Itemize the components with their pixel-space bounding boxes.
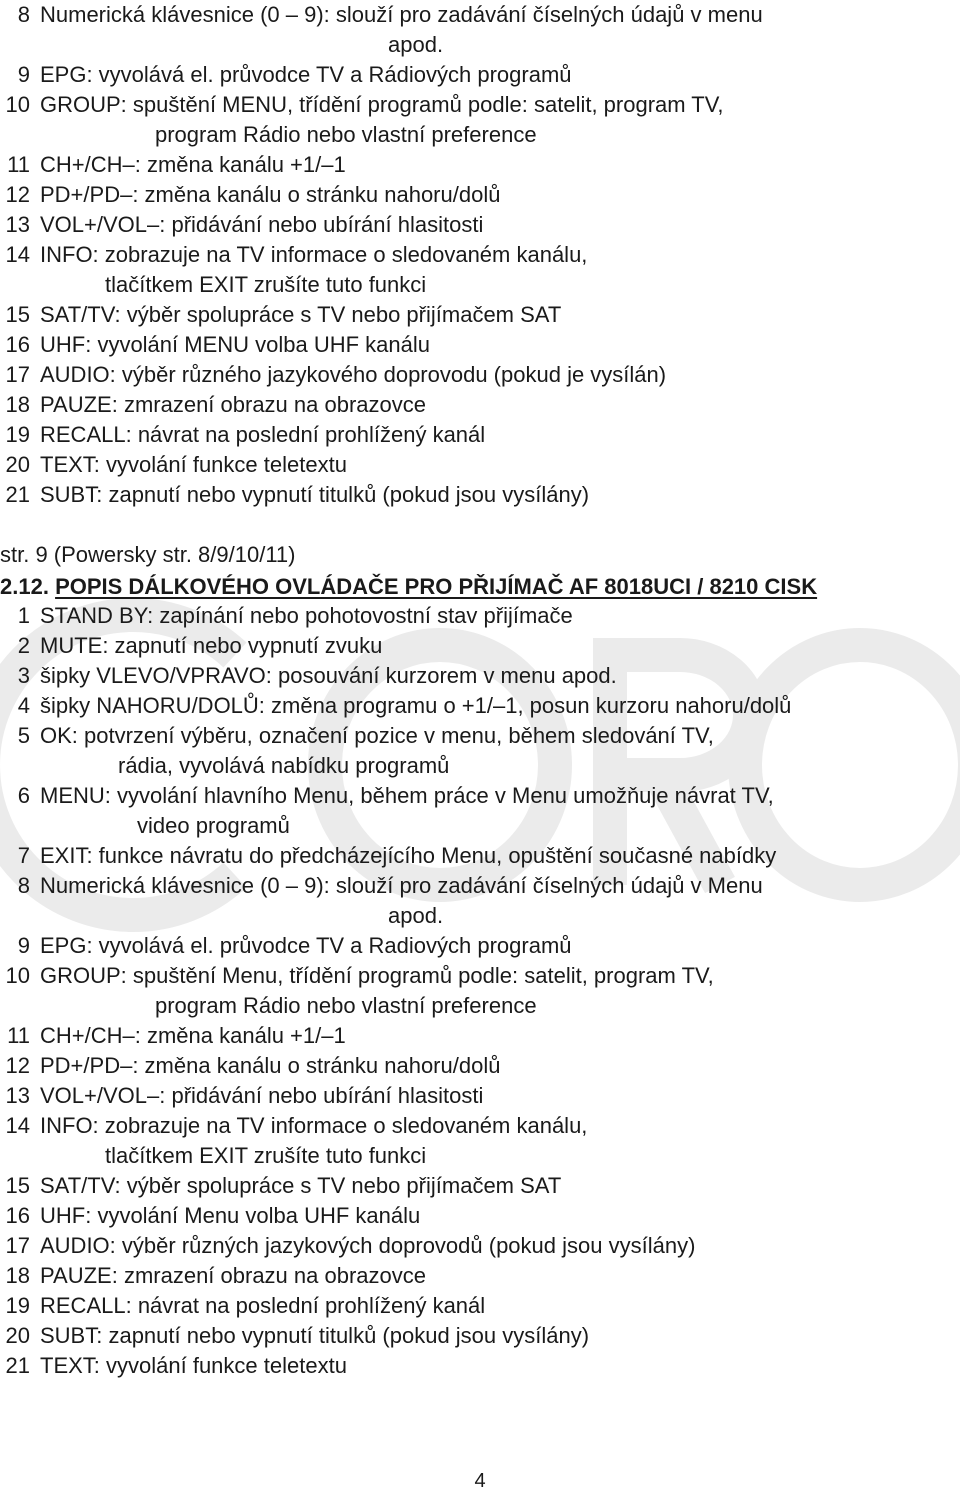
page-reference: str. 9 (Powersky str. 8/9/10/11) [0,542,296,567]
item-text: šipky NAHORU/DOLŮ: změna programu o +1/–1, posun kurzoru nahoru/dolů [40,693,792,718]
list-item [0,841,960,871]
item-number: 6 [17,783,30,808]
list-item [0,1261,960,1291]
item-number: 1 [17,603,30,628]
item-text: INFO: zobrazuje na TV informace o sledovaném kanálu, [40,242,588,267]
item-number: 9 [17,62,30,87]
item-text: šipky VLEVO/VPRAVO: posouvání kurzorem v menu apod. [40,663,617,688]
item-text: TEXT: vyvolání funkce teletextu [40,452,347,477]
item-number: 8 [17,2,30,27]
item-number: 16 [5,332,30,357]
item-text: RECALL: návrat na poslední prohlížený kanál [40,422,486,447]
item-continuation: tlačítkem EXIT zrušíte tuto funkci [105,272,427,297]
list-item [0,871,960,901]
item-number: 20 [5,1323,30,1348]
item-text: CH+/CH–: změna kanálu +1/–1 [40,152,346,177]
list-item [0,210,960,240]
item-text: OK: potvrzení výběru, označení pozice v menu, během sledování TV, [40,723,714,748]
item-number: 13 [5,212,30,237]
list-item [0,420,960,450]
item-text: SUBT: zapnutí nebo vypnutí titulků (pokud jsou vysílány) [40,1323,590,1348]
item-number: 20 [5,452,30,477]
list-item [0,1111,960,1141]
item-continuation: apod. [388,903,444,928]
item-text: RECALL: návrat na poslední prohlížený kanál [40,1293,486,1318]
item-text: Numerická klávesnice (0 – 9): slouží pro zadávání číselných údajů v Menu [40,873,763,898]
item-text: Numerická klávesnice (0 – 9): slouží pro zadávání číselných údajů v menu [40,2,763,27]
list-item [0,631,960,661]
item-number: 3 [17,663,30,688]
item-text: MENU: vyvolání hlavního Menu, během práce v Menu umožňuje návrat TV, [40,783,774,808]
item-number: 2 [17,633,30,658]
item-number: 11 [7,152,30,177]
item-number: 4 [17,693,30,718]
item-number: 16 [5,1203,30,1228]
item-number: 5 [17,723,30,748]
list-item [0,450,960,480]
item-number: 7 [17,843,30,868]
section-number: 2.12. [0,574,49,599]
section-title: POPIS DÁLKOVÉHO OVLÁDAČE PRO PŘIJÍMAČ AF 8018UCI / 8210 CISK [55,574,818,599]
item-number: 13 [5,1083,30,1108]
item-number: 17 [5,1233,30,1258]
page-number: 4 [474,1470,486,1492]
item-continuation: program Rádio nebo vlastní preference [155,993,537,1018]
item-number: 21 [5,1353,30,1378]
item-number: 10 [5,963,30,988]
list-item [0,721,960,751]
item-text: PAUZE: zmrazení obrazu na obrazovce [40,1263,426,1288]
list-item [0,661,960,691]
item-text: UHF: vyvolání Menu volba UHF kanálu [40,1203,421,1228]
item-number: 18 [5,392,30,417]
item-text: TEXT: vyvolání funkce teletextu [40,1353,347,1378]
list-item [0,1351,960,1381]
item-text: GROUP: spuštění MENU, třídění programů podle: satelit, program TV, [40,92,724,117]
list-item [0,480,960,510]
item-text: AUDIO: výběr různých jazykových doprovodů (pokud jsou vysílány) [40,1233,696,1258]
list-item [0,1171,960,1201]
item-text: UHF: vyvolání MENU volba UHF kanálu [40,332,431,357]
list-item [0,1051,960,1081]
list-item [0,961,960,991]
section-heading [0,572,817,602]
item-text: EPG: vyvolává el. průvodce TV a Rádiových programů [40,62,572,87]
item-text: VOL+/VOL–: přidávání nebo ubírání hlasitosti [40,1083,484,1108]
item-number: 21 [5,482,30,507]
item-text: GROUP: spuštění Menu, třídění programů podle: satelit, program TV, [40,963,714,988]
list-item [0,1081,960,1111]
item-number: 18 [5,1263,30,1288]
item-continuation: program Rádio nebo vlastní preference [155,122,537,147]
item-number: 15 [5,1173,30,1198]
item-continuation: video programů [137,813,290,838]
item-continuation: rádia, vyvolává nabídku programů [118,753,450,778]
list-item [0,1201,960,1231]
item-number: 9 [17,933,30,958]
item-number: 15 [5,302,30,327]
item-number: 19 [5,422,30,447]
item-number: 12 [5,182,30,207]
item-text: PAUZE: zmrazení obrazu na obrazovce [40,392,426,417]
item-text: SAT/TV: výběr spolupráce s TV nebo přijímačem SAT [40,302,562,327]
list-item [0,931,960,961]
list-item [0,781,960,811]
item-number: 8 [17,873,30,898]
item-text: MUTE: zapnutí nebo vypnutí zvuku [40,633,383,658]
item-number: 12 [5,1053,30,1078]
list-item [0,691,960,721]
item-text: CH+/CH–: změna kanálu +1/–1 [40,1023,346,1048]
list-item [0,1291,960,1321]
item-text: SAT/TV: výběr spolupráce s TV nebo přijímačem SAT [40,1173,562,1198]
list-item [0,360,960,390]
item-text: EXIT: funkce návratu do předcházejícího Menu, opuštění současné nabídky [40,843,777,868]
list-item [0,150,960,180]
list-item [0,90,960,120]
list-item [0,1021,960,1051]
item-continuation: apod. [388,32,444,57]
item-text: INFO: zobrazuje na TV informace o sledovaném kanálu, [40,1113,588,1138]
list-item [0,330,960,360]
item-number: 14 [5,1113,30,1138]
item-number: 19 [5,1293,30,1318]
list-item [0,1321,960,1351]
item-text: PD+/PD–: změna kanálu o stránku nahoru/dolů [40,182,501,207]
item-number: 11 [7,1023,30,1048]
item-text: PD+/PD–: změna kanálu o stránku nahoru/dolů [40,1053,501,1078]
list-item [0,60,960,90]
item-text: AUDIO: výběr různého jazykového doprovodu (pokud je vysílán) [40,362,667,387]
item-number: 14 [5,242,30,267]
list-item [0,180,960,210]
item-number: 17 [5,362,30,387]
list-item [0,601,960,631]
item-text: VOL+/VOL–: přidávání nebo ubírání hlasitosti [40,212,484,237]
item-continuation: tlačítkem EXIT zrušíte tuto funkci [105,1143,427,1168]
list-item [0,390,960,420]
list-item [0,240,960,270]
list-item [0,1231,960,1261]
item-text: EPG: vyvolává el. průvodce TV a Radiových programů [40,933,572,958]
list-item [0,0,960,30]
item-number: 10 [5,92,30,117]
list-item [0,300,960,330]
item-text: STAND BY: zapínání nebo pohotovostní stav přijímače [40,603,573,628]
item-text: SUBT: zapnutí nebo vypnutí titulků (pokud jsou vysílány) [40,482,590,507]
